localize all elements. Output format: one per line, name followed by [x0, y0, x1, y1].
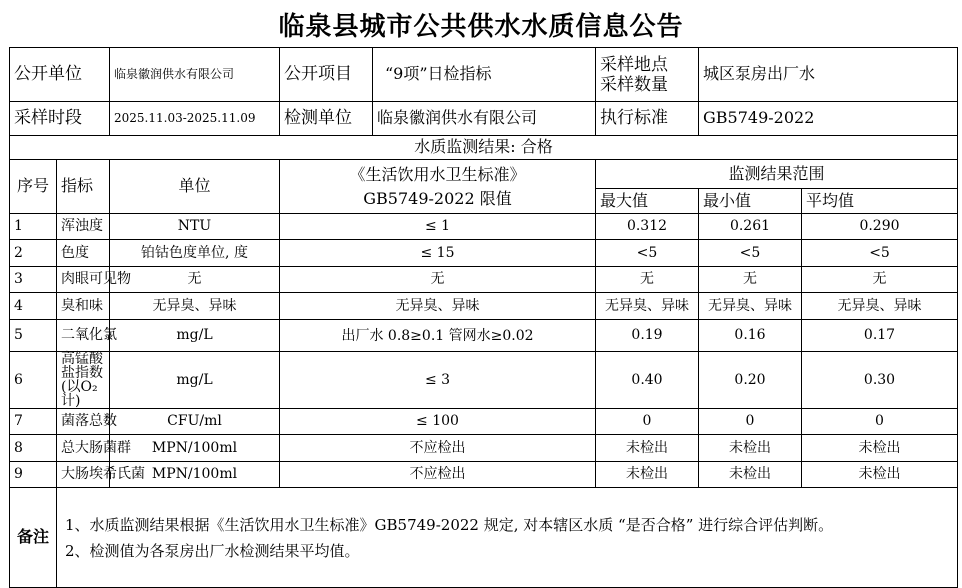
row-limit: ≤ 1	[280, 214, 596, 240]
row-no: 3	[10, 267, 57, 293]
label-sampling-site	[596, 48, 699, 102]
col-header-range: 监测结果范围	[596, 160, 958, 189]
standard-value: GB5749-2022	[699, 102, 958, 136]
row-unit: 无	[110, 267, 280, 293]
row-max: 未检出	[596, 435, 699, 462]
row-min: <5	[699, 240, 802, 267]
table-row	[10, 462, 958, 488]
row-unit: mg/L	[110, 320, 280, 352]
row-avg: 0.17	[802, 320, 958, 352]
row-avg: 未检出	[802, 435, 958, 462]
row-no: 2	[10, 240, 57, 267]
row-no: 6	[10, 352, 57, 409]
row-max: <5	[596, 240, 699, 267]
sampling-site-value: 城区泵房出厂水	[699, 48, 958, 102]
row-max: 0.312	[596, 214, 699, 240]
row-no: 1	[10, 214, 57, 240]
row-limit: 无异臭、异味	[280, 293, 596, 320]
row-avg: 0.290	[802, 214, 958, 240]
row-avg: 无异臭、异味	[802, 293, 958, 320]
row-max: 0.40	[596, 352, 699, 409]
col-header-limit-line1: 《生活饮用水卫生标准》	[349, 164, 526, 184]
row-min: 未检出	[699, 462, 802, 488]
row-indicator: 浑浊度	[57, 214, 110, 240]
label-sampling-site-line2: 采样数量	[600, 74, 668, 95]
row-unit: 铂钴色度单位, 度	[110, 240, 280, 267]
row-unit: CFU/ml	[110, 409, 280, 435]
publisher-value: 临泉徽润供水有限公司	[110, 48, 280, 102]
item-value: “9项”日检指标	[373, 48, 596, 102]
row-limit: 出厂水 0.8≥0.1 管网水≥0.02	[280, 320, 596, 352]
row-limit: 不应检出	[280, 462, 596, 488]
row-no: 9	[10, 462, 57, 488]
label-publisher: 公开单位	[10, 48, 110, 102]
col-header-limit-line2: GB5749-2022 限值	[363, 188, 512, 208]
table-row	[10, 214, 958, 240]
row-indicator: 大肠埃希氏菌	[57, 462, 110, 488]
row-indicator: 菌落总数	[57, 409, 110, 435]
row-limit: ≤ 15	[280, 240, 596, 267]
row-indicator: 高锰酸盐指数(以O₂计)	[57, 352, 110, 409]
row-limit: ≤ 100	[280, 409, 596, 435]
col-header-min: 最小值	[699, 189, 802, 214]
notes-row	[10, 488, 958, 588]
row-avg: 0.30	[802, 352, 958, 409]
row-max: 0.19	[596, 320, 699, 352]
row-min: 无	[699, 267, 802, 293]
test-unit-value: 临泉徽润供水有限公司	[373, 102, 596, 136]
row-max: 未检出	[596, 462, 699, 488]
row-limit: ≤ 3	[280, 352, 596, 409]
table-row	[10, 320, 958, 352]
row-unit: 无异臭、异味	[110, 293, 280, 320]
row-min: 0	[699, 409, 802, 435]
row-limit: 不应检出	[280, 435, 596, 462]
row-unit: MPN/100ml	[110, 435, 280, 462]
row-max: 无	[596, 267, 699, 293]
row-limit: 无	[280, 267, 596, 293]
water-quality-table	[9, 47, 958, 588]
note-line-1: 1、水质监测结果根据《生活饮用水卫生标准》GB5749-2022 规定, 对本辖区水质 “是否合格” 进行综合评估判断。	[65, 515, 834, 534]
row-max: 0	[596, 409, 699, 435]
row-max: 无异臭、异味	[596, 293, 699, 320]
row-no: 4	[10, 293, 57, 320]
col-header-limit	[280, 160, 596, 214]
label-test-unit: 检测单位	[280, 102, 373, 136]
row-no: 7	[10, 409, 57, 435]
col-header-unit: 单位	[110, 160, 280, 214]
row-unit: MPN/100ml	[110, 462, 280, 488]
row-avg: 0	[802, 409, 958, 435]
label-item: 公开项目	[280, 48, 373, 102]
header-row-2	[10, 102, 958, 136]
row-unit: mg/L	[110, 352, 280, 409]
period-value: 2025.11.03-2025.11.09	[110, 102, 280, 136]
column-header-row-1	[10, 160, 958, 189]
result-banner-row	[10, 136, 958, 160]
data-rows	[10, 214, 958, 488]
row-unit: NTU	[110, 214, 280, 240]
result-banner: 水质监测结果: 合格	[10, 136, 958, 160]
table-row	[10, 267, 958, 293]
table-row	[10, 409, 958, 435]
table-row	[10, 293, 958, 320]
label-sampling-site-line1: 采样地点	[600, 54, 668, 75]
col-header-max: 最大值	[596, 189, 699, 214]
col-header-no: 序号	[10, 160, 57, 214]
table-row	[10, 352, 958, 409]
row-indicator: 二氧化氯	[57, 320, 110, 352]
col-header-indicator: 指标	[57, 160, 110, 214]
table-row	[10, 240, 958, 267]
row-min: 0.261	[699, 214, 802, 240]
row-min: 0.20	[699, 352, 802, 409]
row-avg: <5	[802, 240, 958, 267]
row-min: 无异臭、异味	[699, 293, 802, 320]
row-indicator: 色度	[57, 240, 110, 267]
row-min: 0.16	[699, 320, 802, 352]
row-no: 8	[10, 435, 57, 462]
label-standard: 执行标准	[596, 102, 699, 136]
row-avg: 无	[802, 267, 958, 293]
row-indicator: 总大肠菌群	[57, 435, 110, 462]
row-indicator: 臭和味	[57, 293, 110, 320]
notes-content	[57, 488, 958, 588]
col-header-avg: 平均值	[802, 189, 958, 214]
row-avg: 未检出	[802, 462, 958, 488]
table-row	[10, 435, 958, 462]
row-indicator: 肉眼可见物	[57, 267, 110, 293]
header-row-1	[10, 48, 958, 102]
note-line-2: 2、检测值为各泵房出厂水检测结果平均值。	[65, 541, 360, 560]
notes-label: 备注	[10, 488, 57, 588]
row-no: 5	[10, 320, 57, 352]
label-period: 采样时段	[10, 102, 110, 136]
row-min: 未检出	[699, 435, 802, 462]
page-title: 临泉县城市公共供水水质信息公告	[278, 12, 684, 42]
